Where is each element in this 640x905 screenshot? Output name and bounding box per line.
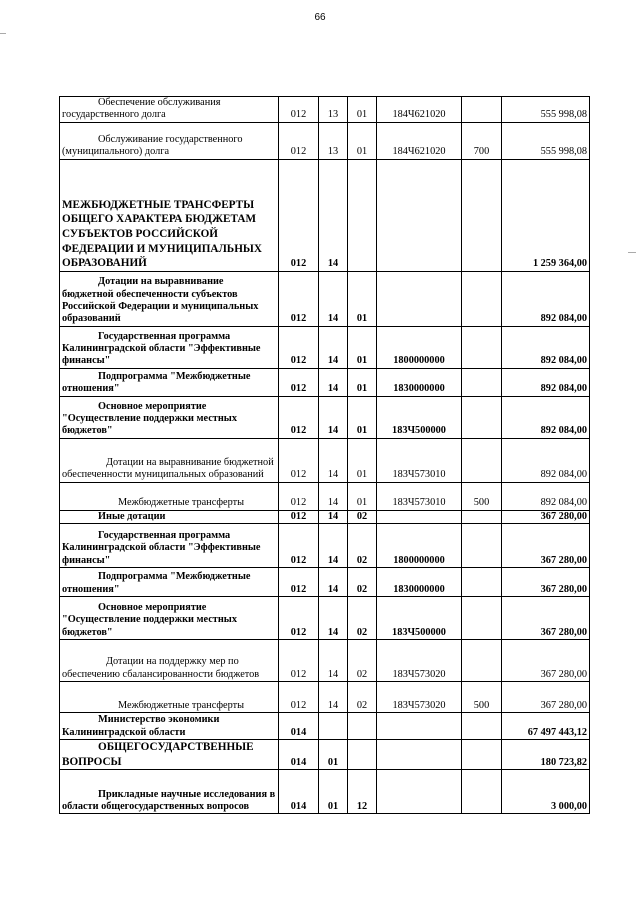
row-sum: 367 280,00 (502, 682, 590, 713)
row-sum: 1 259 364,00 (502, 159, 590, 271)
row-gr: 012 (279, 597, 319, 640)
row-gr: 012 (279, 326, 319, 368)
row-rz: 14 (319, 568, 348, 597)
row-csr: 183Ч500000 (377, 396, 462, 438)
row-name: Иные дотации (60, 510, 279, 523)
row-pr: 01 (348, 482, 377, 510)
table-row (60, 524, 590, 568)
row-rz: 14 (319, 271, 348, 326)
row-name: Межбюджетные трансферты (60, 482, 279, 510)
table-row (60, 438, 590, 482)
row-pr: 01 (348, 396, 377, 438)
row-rz: 13 (319, 122, 348, 159)
row-csr: 1800000000 (377, 326, 462, 368)
row-gr: 014 (279, 740, 319, 770)
row-vr (462, 524, 502, 568)
page-number: 66 (314, 12, 326, 23)
table-row (60, 740, 590, 770)
row-gr: 012 (279, 271, 319, 326)
table-row (60, 271, 590, 326)
row-rz: 14 (319, 524, 348, 568)
row-sum: 367 280,00 (502, 597, 590, 640)
table-row (60, 713, 590, 740)
table-row (60, 482, 590, 510)
table-row (60, 122, 590, 159)
row-pr: 01 (348, 368, 377, 396)
row-rz: 14 (319, 510, 348, 523)
row-csr (377, 271, 462, 326)
row-csr: 183Ч573010 (377, 482, 462, 510)
row-vr: 700 (462, 122, 502, 159)
row-name: Дотации на выравнивание бюджетной обеспеченности муниципальных образований (60, 438, 279, 482)
row-vr (462, 640, 502, 682)
row-name: Основное мероприятие "Осуществление поддержки местных бюджетов" (60, 396, 279, 438)
row-vr (462, 510, 502, 523)
table-row (60, 396, 590, 438)
scan-mark (628, 252, 636, 253)
row-name: Дотации на поддержку мер по обеспечению сбалансированности бюджетов (60, 640, 279, 682)
row-csr (377, 770, 462, 814)
row-csr: 1830000000 (377, 568, 462, 597)
row-vr (462, 713, 502, 740)
row-sum: 367 280,00 (502, 640, 590, 682)
row-vr (462, 597, 502, 640)
row-gr: 012 (279, 524, 319, 568)
budget-table (59, 96, 590, 814)
row-pr: 01 (348, 271, 377, 326)
row-csr: 183Ч500000 (377, 597, 462, 640)
table-row (60, 159, 590, 271)
row-rz: 14 (319, 396, 348, 438)
row-csr: 184Ч621020 (377, 122, 462, 159)
row-sum: 367 280,00 (502, 568, 590, 597)
row-pr (348, 713, 377, 740)
row-sum: 892 084,00 (502, 396, 590, 438)
table-row (60, 682, 590, 713)
row-csr: 183Ч573020 (377, 682, 462, 713)
row-gr: 014 (279, 713, 319, 740)
row-csr (377, 713, 462, 740)
row-pr (348, 740, 377, 770)
row-gr: 012 (279, 97, 319, 123)
row-csr: 1800000000 (377, 524, 462, 568)
row-name: Основное мероприятие "Осуществление поддержки местных бюджетов" (60, 597, 279, 640)
row-csr (377, 740, 462, 770)
row-rz: 14 (319, 682, 348, 713)
row-pr: 12 (348, 770, 377, 814)
row-name: ОБЩЕГОСУДАРСТВЕННЫЕ ВОПРОСЫ (60, 740, 279, 770)
row-pr: 02 (348, 640, 377, 682)
row-name: Дотации на выравнивание бюджетной обеспеченности субъектов Российской Федерации и муниципальных образований (60, 271, 279, 326)
row-vr (462, 159, 502, 271)
row-vr (462, 97, 502, 123)
row-sum: 180 723,82 (502, 740, 590, 770)
table-row (60, 640, 590, 682)
row-sum: 67 497 443,12 (502, 713, 590, 740)
row-sum: 367 280,00 (502, 524, 590, 568)
row-gr: 012 (279, 438, 319, 482)
row-rz: 14 (319, 597, 348, 640)
row-rz: 01 (319, 740, 348, 770)
row-sum: 892 084,00 (502, 326, 590, 368)
row-pr: 02 (348, 510, 377, 523)
row-pr: 01 (348, 97, 377, 123)
row-vr (462, 438, 502, 482)
row-rz: 14 (319, 438, 348, 482)
row-name: Министерство экономики Калининградской области (60, 713, 279, 740)
row-name: Прикладные научные исследования в области общегосударственных вопросов (60, 770, 279, 814)
row-pr: 02 (348, 682, 377, 713)
row-gr: 012 (279, 159, 319, 271)
row-gr: 012 (279, 122, 319, 159)
scan-mark (0, 33, 6, 34)
row-gr: 014 (279, 770, 319, 814)
row-vr: 500 (462, 682, 502, 713)
row-name: Подпрограмма "Межбюджетные отношения" (60, 368, 279, 396)
row-rz: 13 (319, 97, 348, 123)
row-vr (462, 568, 502, 597)
table-row (60, 770, 590, 814)
row-gr: 012 (279, 640, 319, 682)
row-csr (377, 510, 462, 523)
row-sum: 892 084,00 (502, 271, 590, 326)
row-vr: 500 (462, 482, 502, 510)
row-rz: 14 (319, 159, 348, 271)
row-name: Государственная программа Калининградской области "Эффективные финансы" (60, 326, 279, 368)
row-gr: 012 (279, 682, 319, 713)
row-gr: 012 (279, 510, 319, 523)
row-rz: 14 (319, 326, 348, 368)
table-row (60, 510, 590, 523)
table-row (60, 368, 590, 396)
row-vr (462, 271, 502, 326)
row-sum: 367 280,00 (502, 510, 590, 523)
row-name: Межбюджетные трансферты (60, 682, 279, 713)
row-sum: 3 000,00 (502, 770, 590, 814)
table-row (60, 597, 590, 640)
row-name: Государственная программа Калининградской области "Эффективные финансы" (60, 524, 279, 568)
row-pr: 02 (348, 568, 377, 597)
table-row (60, 568, 590, 597)
row-csr: 1830000000 (377, 368, 462, 396)
row-csr (377, 159, 462, 271)
row-rz: 14 (319, 482, 348, 510)
row-rz: 01 (319, 770, 348, 814)
row-vr (462, 326, 502, 368)
row-vr (462, 368, 502, 396)
row-csr: 183Ч573020 (377, 640, 462, 682)
row-sum: 555 998,08 (502, 122, 590, 159)
row-pr: 02 (348, 597, 377, 640)
row-name: МЕЖБЮДЖЕТНЫЕ ТРАНСФЕРТЫ ОБЩЕГО ХАРАКТЕРА БЮДЖЕТАМ СУБЪЕКТОВ РОССИЙСКОЙ ФЕДЕРАЦИИ И МУНИЦИПАЛЬНЫХ ОБРАЗОВАНИЙ (60, 159, 279, 271)
row-vr (462, 770, 502, 814)
row-gr: 012 (279, 568, 319, 597)
row-pr: 02 (348, 524, 377, 568)
row-sum: 555 998,08 (502, 97, 590, 123)
table-row (60, 97, 590, 123)
row-csr: 184Ч621020 (377, 97, 462, 123)
row-name: Обеспечение обслуживания государственного долга (60, 97, 279, 123)
row-pr: 01 (348, 326, 377, 368)
row-csr: 183Ч573010 (377, 438, 462, 482)
row-name: Подпрограмма "Межбюджетные отношения" (60, 568, 279, 597)
row-gr: 012 (279, 368, 319, 396)
table-row (60, 326, 590, 368)
row-sum: 892 084,00 (502, 482, 590, 510)
row-rz (319, 713, 348, 740)
row-name: Обслуживание государственного (муниципального) долга (60, 122, 279, 159)
row-sum: 892 084,00 (502, 438, 590, 482)
row-pr: 01 (348, 438, 377, 482)
row-sum: 892 084,00 (502, 368, 590, 396)
row-gr: 012 (279, 396, 319, 438)
row-gr: 012 (279, 482, 319, 510)
row-pr (348, 159, 377, 271)
row-rz: 14 (319, 640, 348, 682)
row-vr (462, 740, 502, 770)
row-pr: 01 (348, 122, 377, 159)
row-rz: 14 (319, 368, 348, 396)
row-vr (462, 396, 502, 438)
